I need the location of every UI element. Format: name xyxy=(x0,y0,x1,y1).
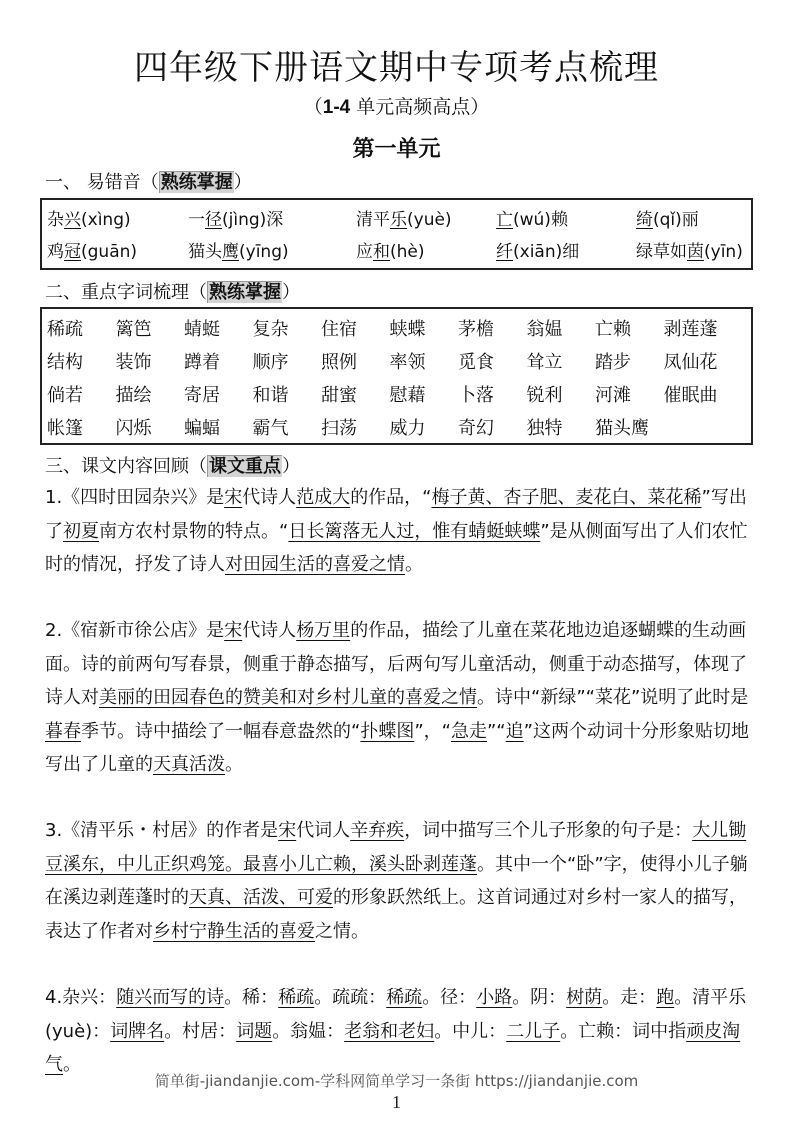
vocab-word: 慰藉 xyxy=(389,385,426,406)
section-1-highlight: 熟练掌握 xyxy=(160,172,233,193)
key-point-underlined: 乡村宁静生活的喜爱 xyxy=(153,920,315,942)
vocab-word: 装饰 xyxy=(115,352,152,373)
paragraph-text: 。翁媪： xyxy=(272,1020,345,1042)
key-point-underlined: 跑 xyxy=(656,987,675,1008)
vocab-word: 凤仙花 xyxy=(663,352,718,373)
key-point-underlined: 随兴而写的诗 xyxy=(116,987,225,1008)
pinyin-reading: (yīng) xyxy=(239,242,289,262)
vocab-word: 催眠曲 xyxy=(663,385,718,406)
paragraph-text: 。 xyxy=(63,1054,81,1075)
key-point-underlined: 扑蝶图 xyxy=(360,720,415,742)
vocab-word: 顺序 xyxy=(252,352,289,373)
pinyin-item xyxy=(636,236,756,268)
pinyin-reading: (qǐ)丽 xyxy=(653,210,699,230)
vocab-word: 结构 xyxy=(47,352,83,373)
pinyin-item xyxy=(188,236,356,268)
pinyin-target-char: 和 xyxy=(373,242,390,262)
vocab-word: 翁媪 xyxy=(526,319,563,340)
pinyin-reading: (xiān)细 xyxy=(513,242,580,262)
vocab-word: 威力 xyxy=(389,418,426,439)
section-1-heading xyxy=(45,168,252,194)
vocab-word: 复杂 xyxy=(252,319,289,340)
paragraph-text: 。亡赖：词中指 xyxy=(560,1020,687,1042)
vocab-word: 蜻蜓 xyxy=(184,319,220,340)
subtitle-text: 单元高频高点） xyxy=(350,96,490,118)
key-point-underlined: 词题 xyxy=(236,1020,273,1042)
paragraph-text: 南方农村景物的特点。“ xyxy=(99,520,289,542)
vocab-word: 篱笆 xyxy=(115,319,152,340)
paragraph-text: 之情。 xyxy=(315,920,369,942)
vocab-word: 和谐 xyxy=(252,385,289,406)
section-1-suffix: ） xyxy=(233,172,252,193)
key-point-underlined: 宋 xyxy=(224,487,243,508)
key-point-underlined: 顽皮淘气 xyxy=(45,1020,741,1075)
vocab-grid xyxy=(42,309,751,445)
vocab-word: 蝙蝠 xyxy=(184,418,220,439)
section-2-suffix: ） xyxy=(282,282,300,303)
section-2-heading xyxy=(45,278,300,304)
paragraph-text: ”这两个动词十分形象贴切地写出了儿童的 xyxy=(45,720,749,775)
key-point-underlined: 梅子黄、杏子肥、麦花白、菜花稀 xyxy=(431,487,702,508)
vocab-word: 闪烁 xyxy=(115,418,152,439)
vocab-word: 锐利 xyxy=(526,385,563,406)
pinyin-reading: (hè) xyxy=(390,242,425,262)
paragraph-text: 。清平乐(yuè)： xyxy=(45,987,747,1042)
section-3-highlight: 课文重点 xyxy=(209,456,281,477)
pinyin-reading: (yuè) xyxy=(407,210,452,230)
subtitle-paren: （ xyxy=(303,96,323,118)
document-title: 四年级下册语文期中专项考点梳理 xyxy=(134,48,659,88)
vocab-word: 河滩 xyxy=(595,385,631,406)
paragraph-text: 。阴： xyxy=(512,987,567,1008)
vocab-word xyxy=(664,412,733,445)
pinyin-reading: (yīn) xyxy=(704,242,743,262)
key-point-underlined: 范成大 xyxy=(296,487,351,508)
paragraph-text: 。径： xyxy=(422,987,477,1008)
vocab-word: 剥莲蓬 xyxy=(663,319,718,340)
paragraph-text: ”写出了 xyxy=(45,487,747,542)
vocab-word: 寄居 xyxy=(184,385,220,406)
key-point-underlined: 词牌名 xyxy=(110,1020,165,1042)
paragraph-text: 。村居： xyxy=(164,1020,237,1042)
vocab-word: 倘若 xyxy=(47,385,83,406)
paragraph-text: ，词中描写三个儿子形象的句子是： xyxy=(404,820,693,841)
paragraph-text: ”，“ xyxy=(414,720,451,742)
key-point-underlined: 追 xyxy=(505,720,524,742)
pinyin-reading: (wú)赖 xyxy=(513,210,568,230)
key-point-underlined: 稀疏 xyxy=(278,987,315,1008)
paragraph-text: 代诗人 xyxy=(242,487,297,508)
vocab-word: 甜蜜 xyxy=(321,385,357,406)
pinyin-prefix: 清平 xyxy=(356,210,390,230)
vocab-word: 独特 xyxy=(526,418,563,439)
subtitle-range: 1-4 xyxy=(322,97,351,118)
vocab-word: 住宿 xyxy=(321,319,357,340)
paragraph-text: 的作品，描绘了儿童在菜花地边追逐蝴蝶的生动画面。诗的前两句写春景，侧重于静态描写，后两句写儿童活动，侧重于动态描写，体现了诗人对 xyxy=(45,620,747,708)
pinyin-prefix: 一 xyxy=(188,210,205,230)
pinyin-target-char: 亡 xyxy=(496,210,513,230)
key-point-underlined: 稀疏 xyxy=(386,987,423,1008)
pinyin-target-char: 兴 xyxy=(64,210,81,230)
paragraph-text: 代词人 xyxy=(296,820,351,841)
pinyin-item xyxy=(356,236,496,268)
key-point-underlined: 对田园生活的喜爱之情 xyxy=(225,554,405,575)
pinyin-prefix: 绿草如 xyxy=(636,242,687,262)
pinyin-item xyxy=(47,204,188,236)
paragraph-text: 。 xyxy=(405,554,423,575)
paragraph-text: 。其中一个“卧”字，使得小儿子躺在溪边剥莲蓬时的 xyxy=(45,853,748,908)
key-point-underlined: 天真活泼 xyxy=(153,754,225,775)
paragraph-text: 1.《四时田园杂兴》是 xyxy=(45,487,225,508)
paragraph-text: ”是从侧面写出了人们农忙时的情况，抒发了诗人 xyxy=(45,520,748,575)
paragraph-text: 3.《清平乐・村居》的作者是 xyxy=(45,820,279,841)
pinyin-item xyxy=(496,204,636,236)
vocab-word: 扫荡 xyxy=(321,418,357,439)
paragraph-text: 的形象跃然纸上。这首词通过对乡村一家人的描写，表达了作者对 xyxy=(45,887,747,942)
key-point-underlined: 天真、活泼、可爱 xyxy=(189,887,333,908)
paragraph-1 xyxy=(45,481,755,582)
vocab-word: 踏步 xyxy=(595,352,631,373)
paragraph-text: 2.《宿新市徐公店》是 xyxy=(45,620,225,641)
key-point-underlined: 宋 xyxy=(278,820,297,841)
pinyin-prefix: 应 xyxy=(356,242,373,262)
vocab-word: 茅檐 xyxy=(458,319,494,340)
pinyin-item xyxy=(356,204,496,236)
paragraph-4 xyxy=(45,981,755,1082)
paragraph-text: ”“ xyxy=(486,720,506,742)
vocab-word: 率领 xyxy=(389,352,426,373)
pinyin-reading: (guān) xyxy=(81,242,138,262)
key-point-underlined: 二儿子 xyxy=(506,1020,561,1042)
vocab-word: 亡赖 xyxy=(595,319,631,340)
vocab-word: 霸气 xyxy=(252,418,289,439)
vocab-word: 稀疏 xyxy=(47,319,83,340)
paragraph-text: 。疏疏： xyxy=(314,987,387,1008)
paragraph-text: 的作品，“ xyxy=(350,487,432,508)
pinyin-item xyxy=(496,236,636,268)
section-2-label: 二、重点字词梳理（ xyxy=(45,282,207,303)
paragraph-text: 季节。诗中描绘了一幅春意盎然的“ xyxy=(81,720,361,742)
document-subtitle xyxy=(0,92,793,119)
section-2-highlight: 熟练掌握 xyxy=(209,282,281,303)
vocab-box xyxy=(40,307,753,445)
key-point-underlined: 暮春 xyxy=(45,720,81,742)
key-point-underlined: 美丽的田园春色的赞美和对乡村儿童的喜爱之情 xyxy=(99,687,477,708)
pinyin-prefix: 猫头 xyxy=(188,242,222,262)
pinyin-item xyxy=(636,204,756,236)
paragraph-text: 。诗中“新绿”“菜花”说明了此时是 xyxy=(477,687,749,708)
vocab-word: 耸立 xyxy=(526,352,563,373)
pinyin-reading: (xìng) xyxy=(81,210,131,230)
pinyin-target-char: 茵 xyxy=(687,242,704,262)
section-3-label: 三、课文内容回顾（ xyxy=(45,456,207,477)
pinyin-target-char: 冠 xyxy=(64,242,81,262)
key-point-underlined: 急走 xyxy=(450,720,487,742)
vocab-word: 卜落 xyxy=(458,385,494,406)
paragraph-text: 。中儿： xyxy=(434,1020,507,1042)
vocab-word: 蹲着 xyxy=(184,352,220,373)
key-point-underlined: 老翁和老妇 xyxy=(344,1020,435,1042)
section-3-heading xyxy=(45,452,300,478)
paragraph-3 xyxy=(45,814,755,948)
page-number: 1 xyxy=(392,1092,401,1112)
vocab-word: 描绘 xyxy=(115,385,152,406)
pinyin-prefix: 杂 xyxy=(47,210,64,230)
pinyin-target-char: 绮 xyxy=(636,210,653,230)
paragraph-text: 。走： xyxy=(602,987,657,1008)
pinyin-reading: (jìng)深 xyxy=(222,210,284,230)
vocab-word: 帐篷 xyxy=(47,418,83,439)
watermark-footer: 简单街-jiandanjie.com-学科网简单学习一条街 https://jiandanjie.com xyxy=(154,1072,639,1090)
vocab-word: 蛱蝶 xyxy=(389,319,426,340)
vocab-word: 猫头鹰 xyxy=(595,418,649,439)
vocab-word: 觅食 xyxy=(458,352,494,373)
key-point-underlined: 杨万里 xyxy=(296,620,351,641)
key-point-underlined: 日长篱落无人过，惟有蜻蜓蛱蝶 xyxy=(288,520,541,542)
key-point-underlined: 树荫 xyxy=(566,987,603,1008)
pinyin-target-char: 纤 xyxy=(496,242,513,262)
pinyin-target-char: 鹰 xyxy=(222,242,239,262)
paragraph-text: 4.杂兴： xyxy=(45,987,117,1008)
paragraph-2 xyxy=(45,614,755,782)
pinyin-target-char: 乐 xyxy=(390,210,407,230)
key-point-underlined: 小路 xyxy=(476,987,513,1008)
unit-heading: 第一单元 xyxy=(352,136,441,162)
paragraph-text: 。 xyxy=(225,754,243,775)
pinyin-box xyxy=(40,198,753,270)
pinyin-grid xyxy=(42,200,751,268)
pinyin-item xyxy=(47,236,188,268)
paragraph-text: 。稀： xyxy=(224,987,279,1008)
pinyin-item xyxy=(188,204,356,236)
key-point-underlined: 大儿锄豆溪东，中儿正织鸡笼。最喜小儿亡赖，溪头卧剥莲蓬 xyxy=(45,820,747,875)
pinyin-target-char: 径 xyxy=(205,210,222,230)
paragraph-text: 代诗人 xyxy=(242,620,297,641)
pinyin-prefix: 鸡 xyxy=(47,242,64,262)
section-3-suffix: ） xyxy=(282,456,300,477)
vocab-word: 奇幻 xyxy=(458,418,494,439)
key-point-underlined: 宋 xyxy=(224,620,243,641)
key-point-underlined: 初夏 xyxy=(63,520,99,542)
vocab-word: 照例 xyxy=(321,352,357,373)
section-1-label: 一、 易错音（ xyxy=(45,172,159,193)
key-point-underlined: 辛弃疾 xyxy=(350,820,405,841)
